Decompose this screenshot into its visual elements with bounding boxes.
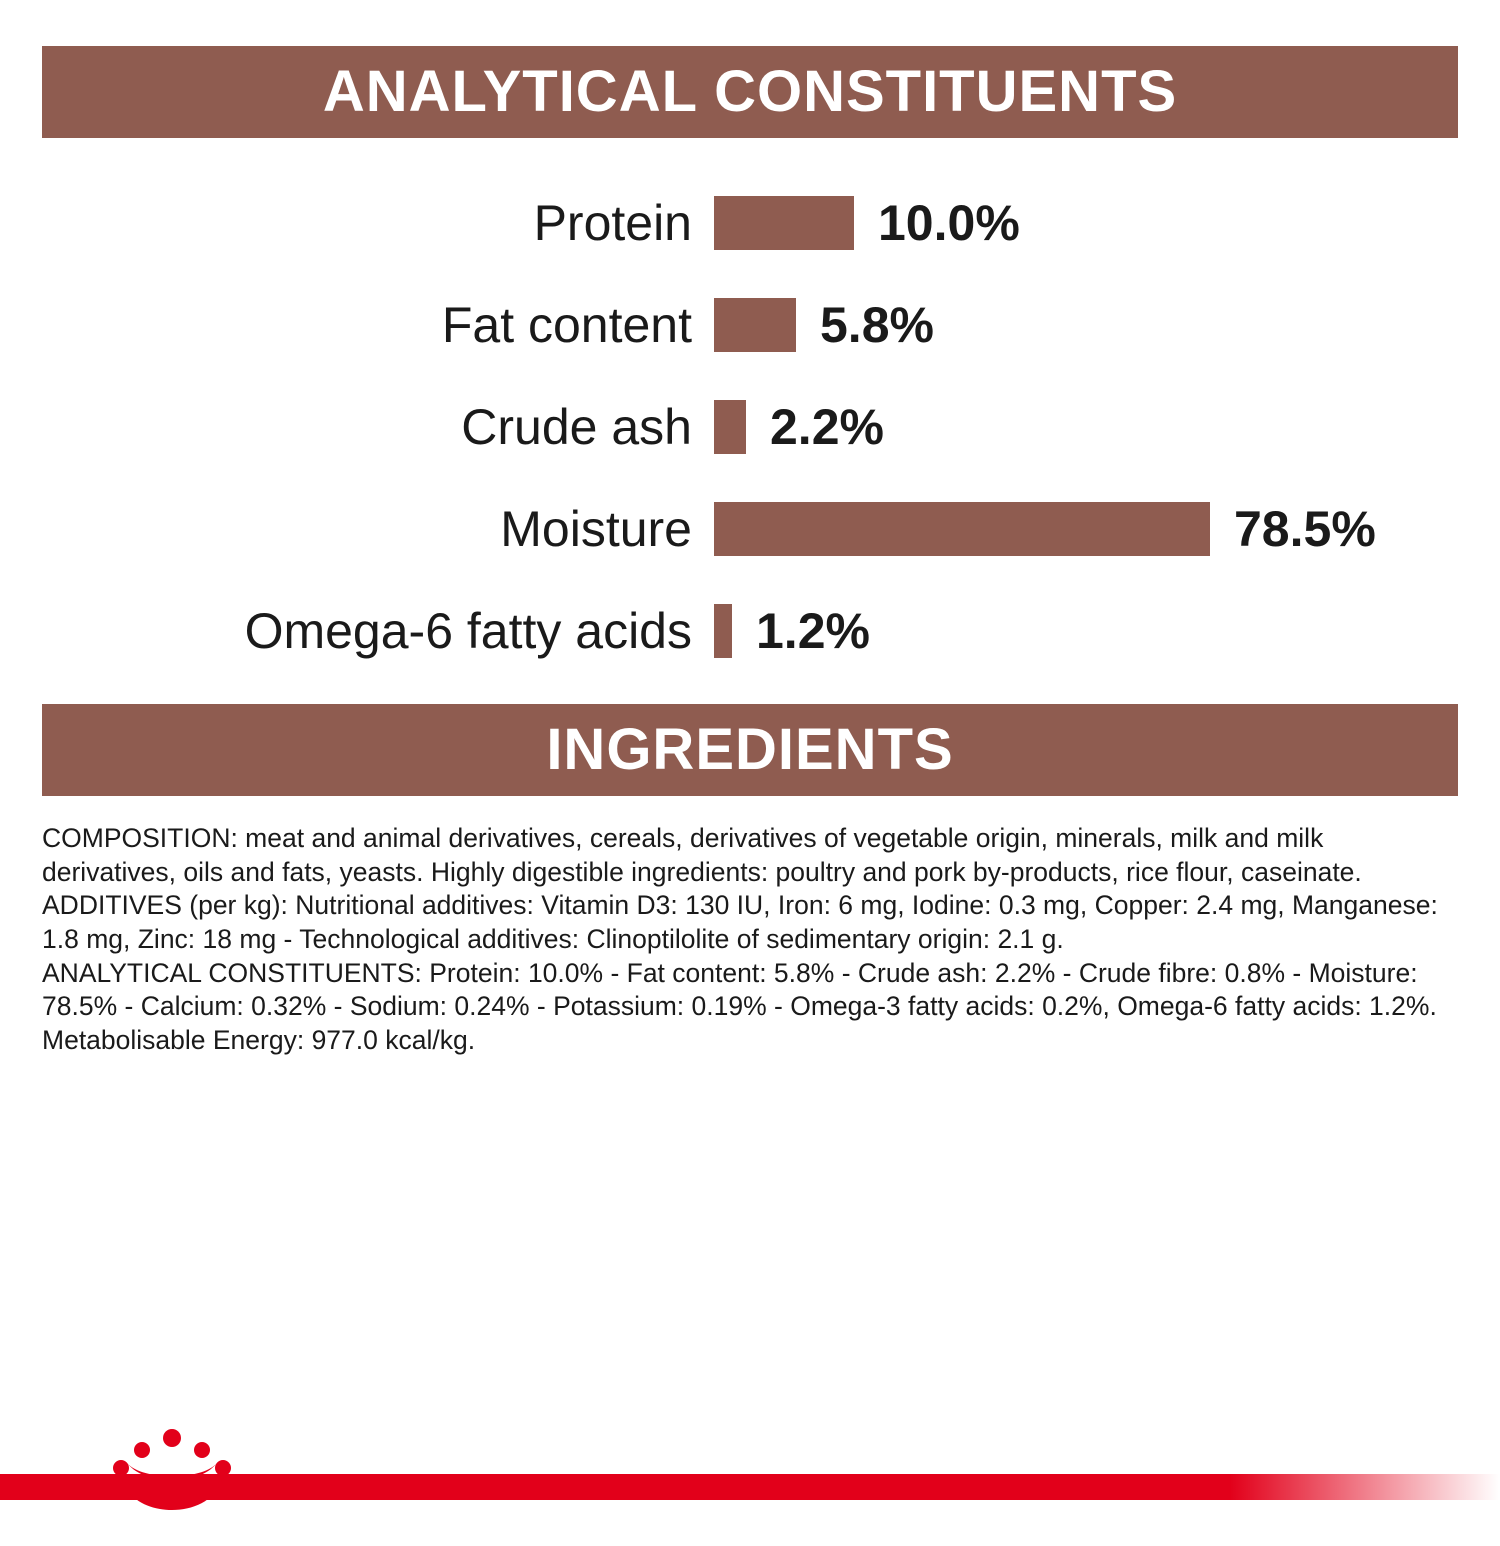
bar-track [714,194,1458,252]
bar-fill [714,298,796,352]
additives-paragraph: ADDITIVES (per kg): Nutritional additives: Vitamin D3: 130 IU, Iron: 6 mg, Iodine: 0.3 mg, Copper: 2.4 mg, Manganese: 1.8 mg, Zinc: 18 mg - Technological additives: Clinoptilolite of sedimentary origin: 2.1 g. [42,890,1438,954]
bar-fill [714,400,746,454]
bar-value: 78.5% [1234,501,1376,557]
bar-label: Moisture [500,501,692,557]
brand-footer [0,1424,1500,1546]
chart-row [42,580,1458,682]
bar-fill [714,502,1210,556]
bar-value: 10.0% [878,195,1020,251]
bar-value: 5.8% [820,297,934,353]
bar-label: Omega-6 fatty acids [244,603,692,659]
bar-track [714,296,1458,354]
bar-fill [714,604,732,658]
chart-row [42,478,1458,580]
chart-row [42,172,1458,274]
royal-canin-crown-icon [112,1428,232,1512]
bar-track [714,602,1458,660]
ingredients-header: INGREDIENTS [42,704,1458,796]
bar-fill [714,196,854,250]
ingredients-text [42,822,1458,1057]
analytical-constituents-paragraph: ANALYTICAL CONSTITUENTS: Protein: 10.0% - Fat content: 5.8% - Crude ash: 2.2% - Crude fibre: 0.8% - Moisture: 78.5% - Calcium: 0.32% - Sodium: 0.24% - Potassium: 0.19% - Omega-3 fatty acids: 0.2%, Omega-6 fatty acids: 1.2%. Metabolisable Energy: 977.0 kcal/kg. [42,957,1437,1055]
bar-label: Fat content [441,297,692,353]
bar-track [714,500,1458,558]
bar-label: Protein [533,195,692,251]
composition-paragraph: COMPOSITION: meat and animal derivatives, cereals, derivatives of vegetable origin, minerals, milk and milk derivatives, oils and fats, yeasts. Highly digestible ingredients: poultry and pork by-products, rice flour, caseinate. [42,823,1362,887]
chart-row [42,376,1458,478]
nutrition-panel [0,46,1500,1546]
bar-value: 1.2% [756,603,870,659]
bar-value: 2.2% [770,399,884,455]
chart-row [42,274,1458,376]
bar-track [714,398,1458,456]
analytical-constituents-chart [42,172,1458,682]
analytical-constituents-header: ANALYTICAL CONSTITUENTS [42,46,1458,138]
bar-label: Crude ash [461,399,692,455]
